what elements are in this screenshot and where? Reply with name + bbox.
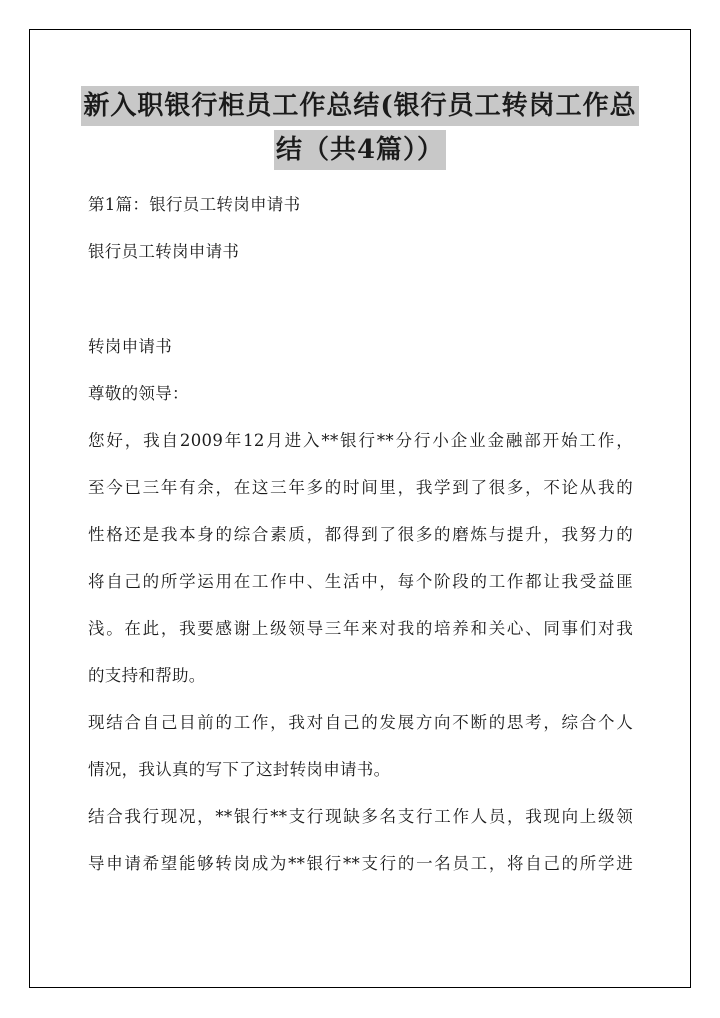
paragraph-line: 您好，我自2009年12月进入**银行**分行小企业金融部开始工作， bbox=[88, 431, 633, 450]
page-border bbox=[29, 29, 691, 988]
title-line-1: 新入职银行柜员工作总结(银行员工转岗工作总 bbox=[81, 86, 638, 126]
salutation: 尊敬的领导： bbox=[88, 384, 189, 403]
paragraph-line: 将自己的所学运用在工作中、生活中，每个阶段的工作都让我受益匪 bbox=[88, 572, 633, 591]
paragraph-line: 浅。在此，我要感谢上级领导三年来对我的培养和关心、同事们对我 bbox=[88, 619, 633, 638]
title-line-2: 结（共4篇）） bbox=[274, 130, 446, 170]
paragraph-line: 至今已三年有余，在这三年多的时间里，我学到了很多，不论从我的 bbox=[88, 478, 633, 497]
document-title bbox=[60, 86, 660, 170]
section-heading: 第1篇：银行员工转岗申请书 bbox=[88, 195, 301, 214]
doc-title: 转岗申请书 bbox=[88, 337, 172, 356]
paragraph-line: 导申请希望能够转岗成为**银行**支行的一名员工，将自己的所学进 bbox=[88, 854, 633, 873]
paragraph-line: 情况，我认真的写下了这封转岗申请书。 bbox=[88, 760, 391, 779]
subtitle: 银行员工转岗申请书 bbox=[88, 242, 240, 261]
paragraph-line: 性格还是我本身的综合素质，都得到了很多的磨炼与提升，我努力的 bbox=[88, 525, 633, 544]
paragraph-line: 现结合自己目前的工作，我对自己的发展方向不断的思考，综合个人 bbox=[88, 713, 633, 732]
paragraph-line: 结合我行现况，**银行**支行现缺多名支行工作人员，我现向上级领 bbox=[88, 807, 633, 826]
paragraph-line: 的支持和帮助。 bbox=[88, 666, 206, 685]
